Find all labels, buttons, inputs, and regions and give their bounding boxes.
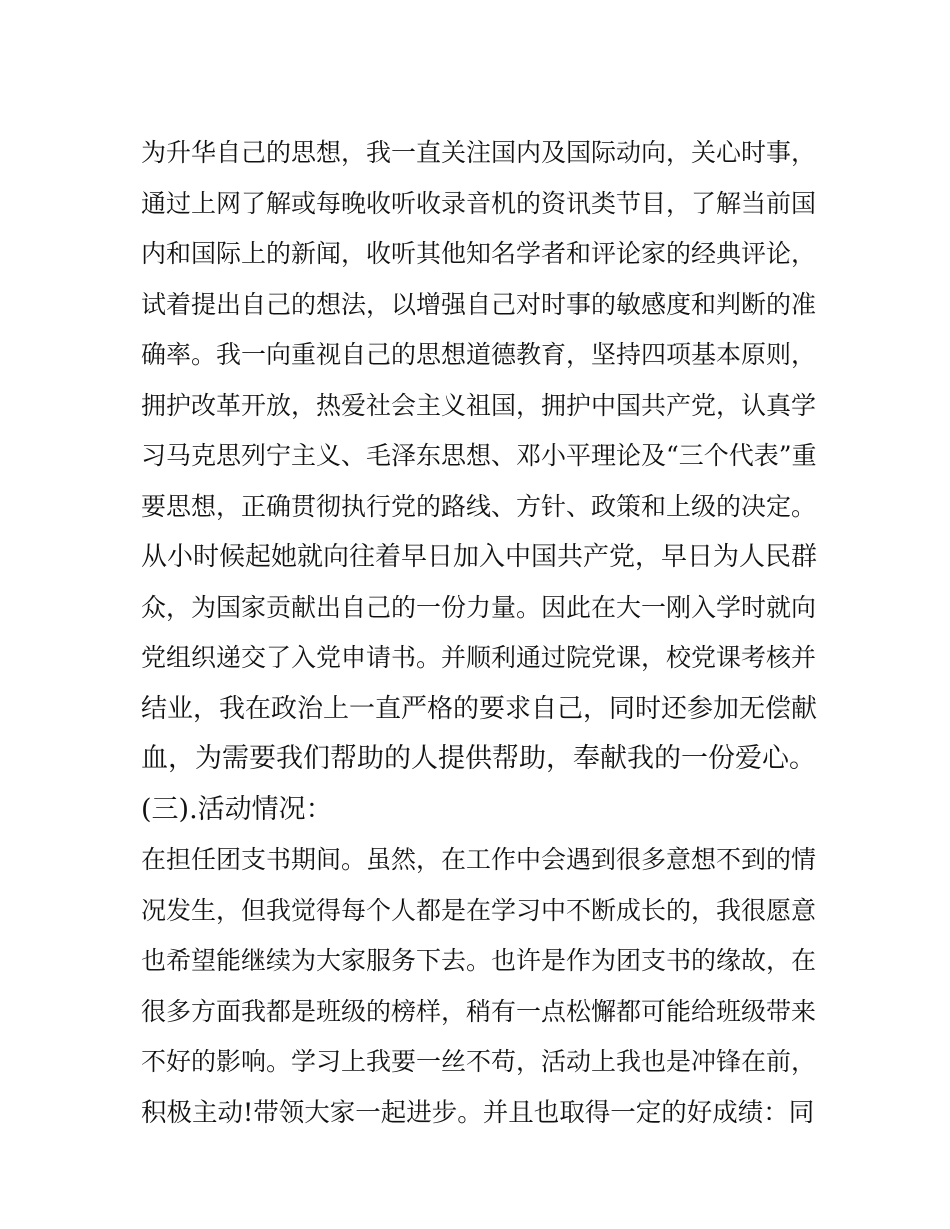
text-line: 通过上网了解或每晚收听收录音机的资讯类节目，了解当前国 xyxy=(141,188,817,218)
text-line: 要思想，正确贯彻执行党的路线、方针、政策和上级的决定。 xyxy=(141,491,817,521)
text-line: 内和国际上的新闻，收听其他知名学者和评论家的经典评论， xyxy=(141,239,817,268)
text-line: 为升华自己的思想，我一直关注国内及国际动向，关心时事， xyxy=(141,138,817,167)
text-line: 在担任团支书期间。虽然，在工作中会遇到很多意想不到的情 xyxy=(141,845,817,874)
body-text xyxy=(141,128,821,1138)
text-line: 习马克思列宁主义、毛泽东思想、邓小平理论及“三个代表”重 xyxy=(141,441,817,470)
text-line: 血，为需要我们帮助的人提供帮助，奉献我的一份爱心。 xyxy=(141,743,816,774)
text-line: 确率。我一向重视自己的思想道德教育，坚持四项基本原则， xyxy=(141,340,817,369)
text-line: 拥护改革开放，热爱社会主义祖国，拥护中国共产党，认真学 xyxy=(141,390,817,420)
text-line: 从小时候起她就向往着早日加入中国共产党，早日为人民群 xyxy=(141,542,818,572)
text-line: 也希望能继续为大家服务下去。也许是作为团支书的缘故，在 xyxy=(141,946,817,975)
text-line: 结业，我在政治上一直严格的要求自己，同时还参加无偿献 xyxy=(141,693,818,724)
text-line: 众，为国家贡献出自己的一份力量。因此在大一刚入学时就向 xyxy=(141,592,817,622)
text-line: 试着提出自己的想法，以增强自己对时事的敏感度和判断的准 xyxy=(141,289,817,319)
text-line: 党组织递交了入党申请书。并顺利通过院党课，校党课考核并 xyxy=(141,643,817,672)
text-line: 况发生，但我觉得每个人都是在学习中不断成长的，我很愿意 xyxy=(141,895,817,925)
section-heading: (三).活动情况： xyxy=(141,793,333,825)
text-line: 很多方面我都是班级的榜样，稍有一点松懈都可能给班级带来 xyxy=(141,996,817,1026)
text-line: 积极主动!带领大家一起进步。并且也取得一定的好成绩：同 xyxy=(141,1097,815,1128)
text-line: 不好的影响。学习上我要一丝不苟，活动上我也是冲锋在前， xyxy=(141,1047,817,1076)
